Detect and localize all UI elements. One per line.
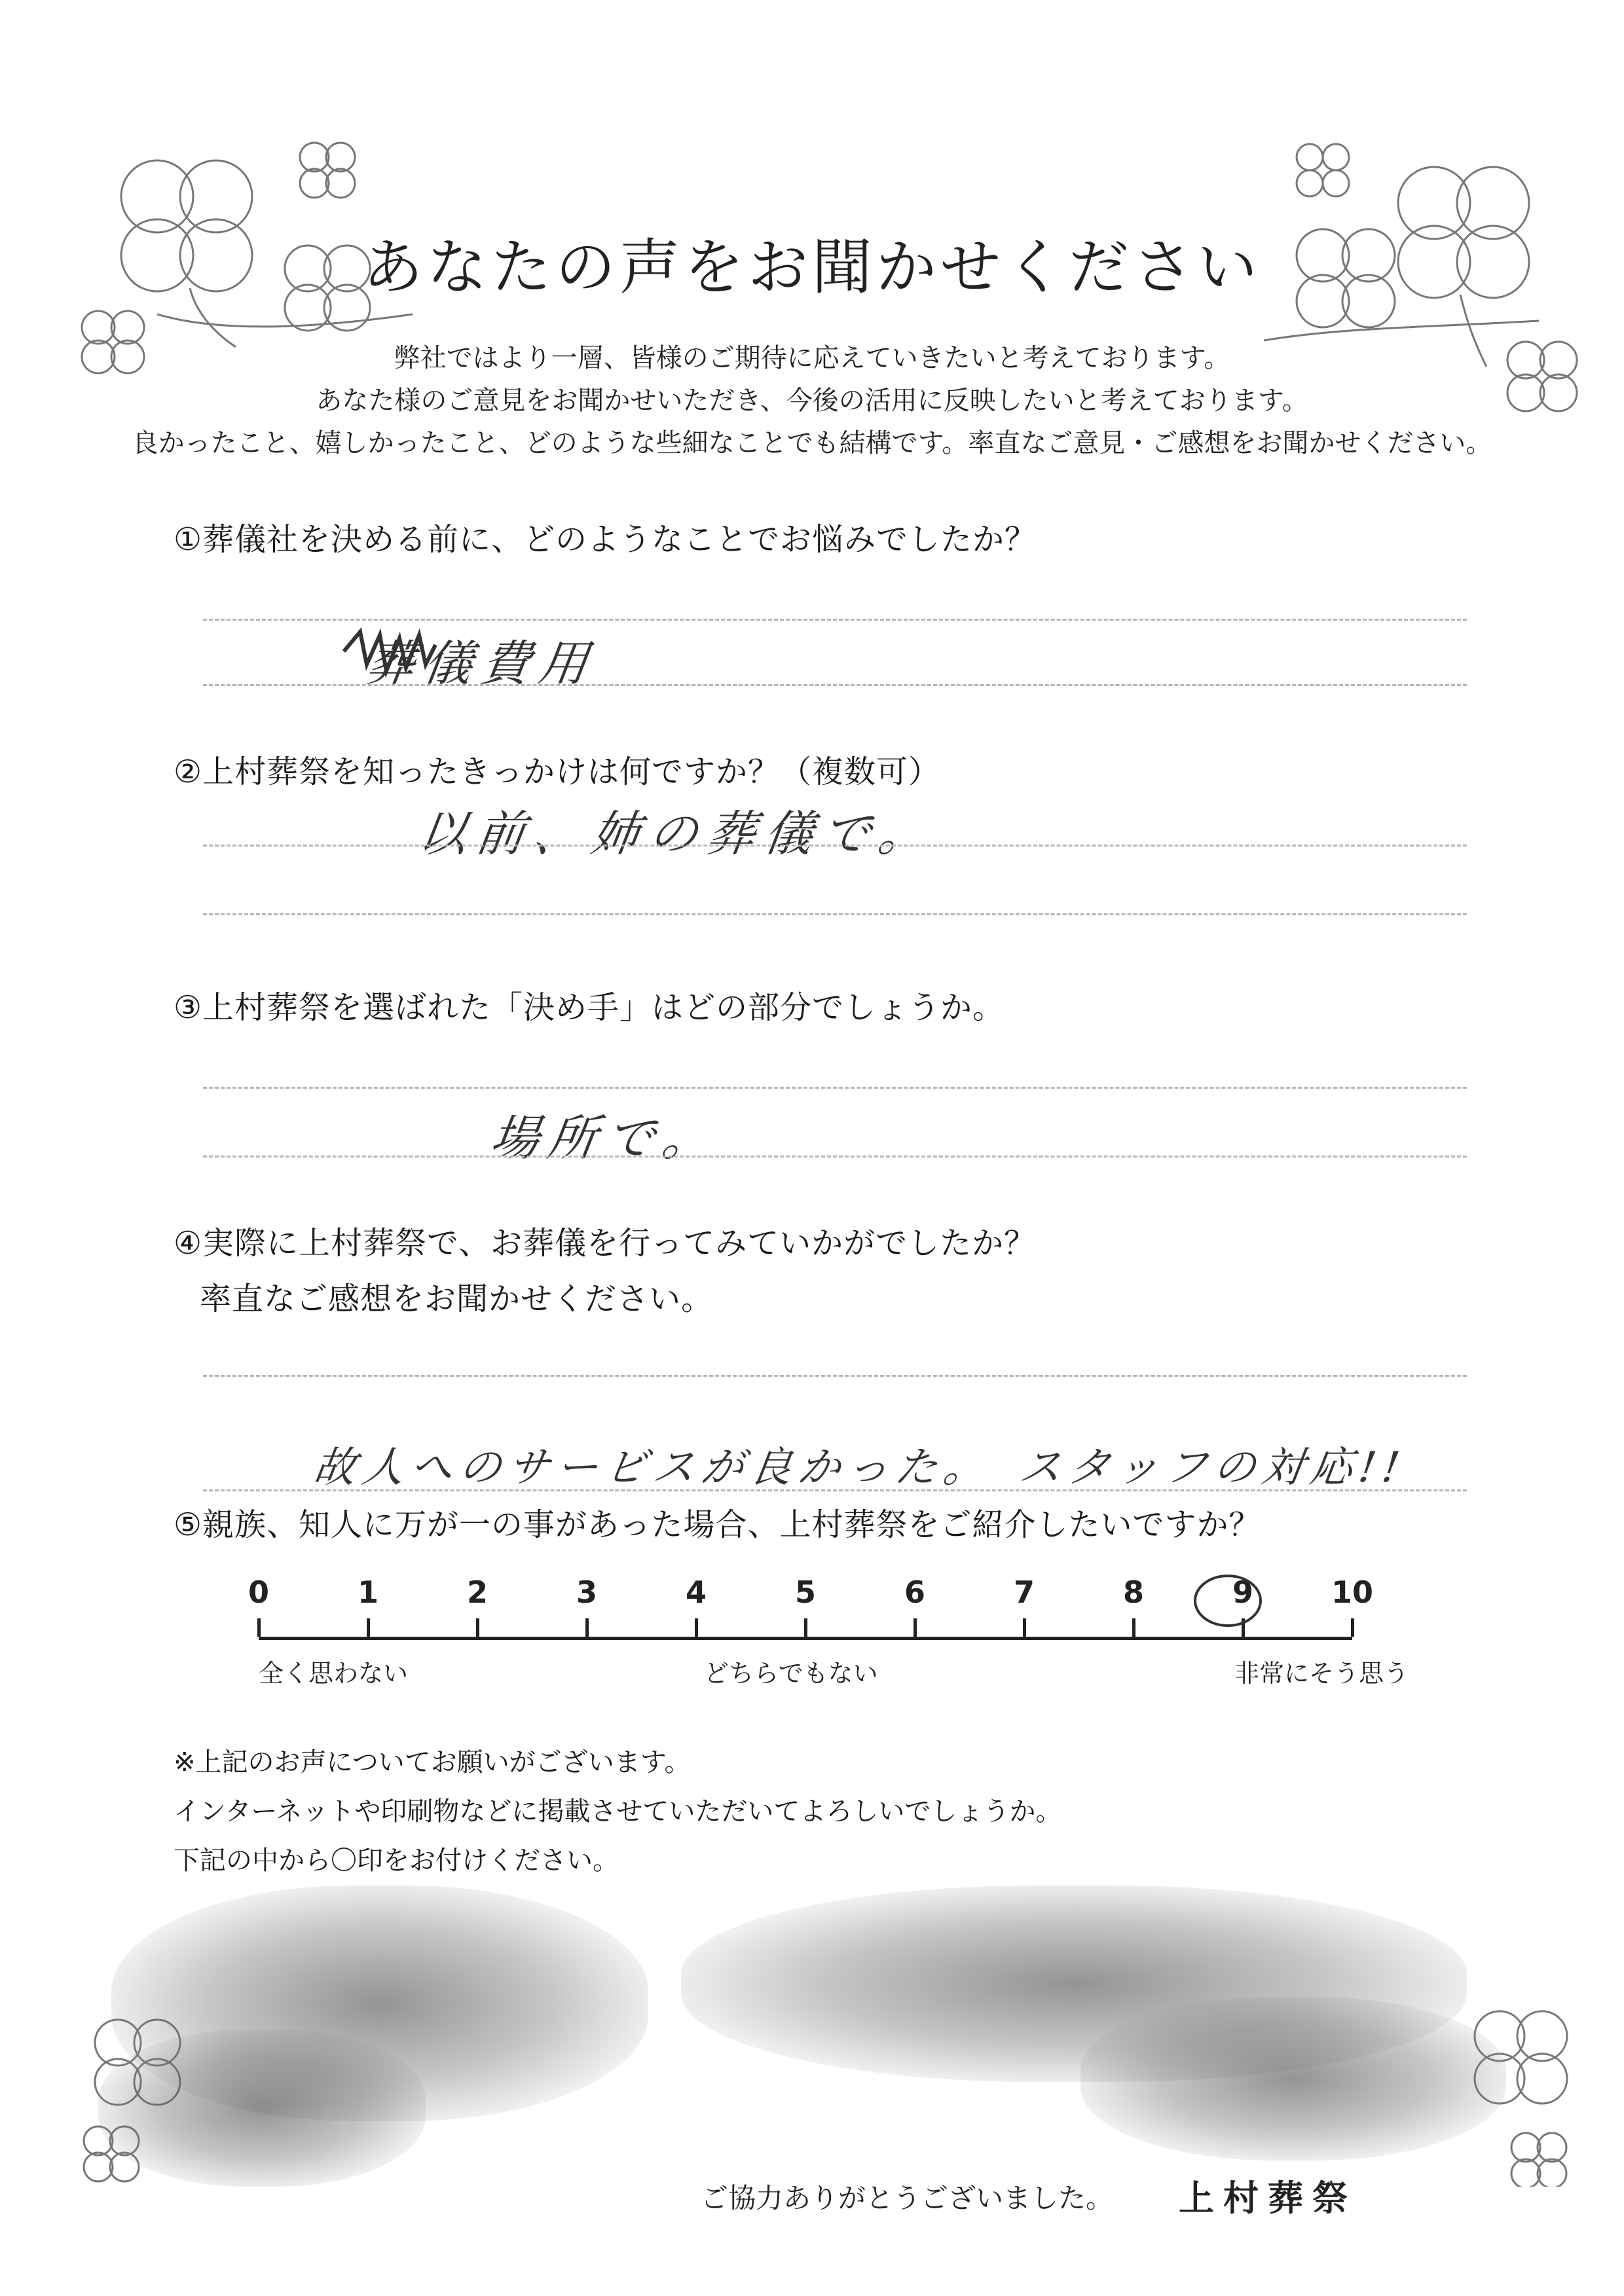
scale-number-0: 0	[248, 1575, 269, 1610]
answer-line	[203, 1087, 1467, 1089]
answer-line	[203, 619, 1467, 621]
scale-number-5: 5	[794, 1575, 816, 1610]
scale-number-3: 3	[576, 1575, 597, 1610]
scale-number-2: 2	[466, 1575, 488, 1610]
scale-number-9: 9	[1232, 1575, 1253, 1610]
footer-thanks: ご協力ありがとうございました。	[701, 2182, 1114, 2214]
redacted-area	[98, 2030, 426, 2187]
scale-number-8: 8	[1122, 1575, 1144, 1610]
scale-number-6: 6	[904, 1575, 925, 1610]
rating-scale-line	[259, 1637, 1352, 1640]
question-5: ⑤親族、知人に万が一の事があった場合、上村葬祭をご紹介したいですか？	[174, 1506, 1261, 1543]
intro-line-1: 弊社ではより一層、皆様のご期待に応えていきたいと考えております。	[394, 343, 1230, 373]
scale-mid-label: どちらでもない	[704, 1659, 878, 1688]
scale-number-10: 10	[1331, 1575, 1373, 1610]
question-1: ①葬儀社を決める前に、どのようなことでお悩みでしたか？	[174, 521, 1037, 558]
intro-line-2: あなた様のご意見をお聞かせいただき、今後の活用に反映したいと考えております。	[316, 386, 1308, 416]
note-line-2: インターネットや印刷物などに掲載させていただいてよろしいでしょうか。	[174, 1796, 1062, 1827]
question-4: ④実際に上村葬祭で、お葬儀を行ってみていかがでしたか？	[174, 1225, 1037, 1262]
scale-tick	[367, 1618, 370, 1637]
scale-tick	[257, 1618, 261, 1637]
answer-line	[203, 845, 1467, 847]
brand-name: 上村葬祭	[1179, 2178, 1357, 2219]
answer-1: 葬儀費用	[362, 636, 601, 692]
scale-number-7: 7	[1013, 1575, 1035, 1610]
note-line-1: ※上記のお声についてお願いがございます。	[174, 1747, 691, 1777]
note-line-3: 下記の中から〇印をお付けください。	[174, 1846, 619, 1876]
selected-rating-circle-icon	[1189, 1568, 1267, 1633]
scale-tick	[1132, 1618, 1135, 1637]
question-2: ②上村葬祭を知ったきっかけは何ですか？（複数可）	[174, 754, 941, 790]
scale-tick	[476, 1618, 479, 1637]
scale-tick	[1023, 1618, 1026, 1637]
scribble-out-mark-icon	[341, 625, 439, 678]
question-3: ③上村葬祭を選ばれた「決め手」はどの部分でしょうか。	[174, 989, 1005, 1026]
answer-line	[203, 1489, 1467, 1491]
answer-line	[203, 913, 1467, 915]
answer-line	[203, 1375, 1467, 1377]
scale-number-1: 1	[357, 1575, 378, 1610]
question-4-subtext: 率直なご感想をお聞かせください。	[200, 1281, 714, 1317]
scale-tick	[913, 1618, 917, 1637]
scale-tick	[804, 1618, 807, 1637]
answer-4: 故人へのサービスが良かった。 スタッフの対応!!	[310, 1444, 1409, 1492]
answer-3: 場所で。	[487, 1110, 724, 1167]
page-title: あなたの声をお聞かせください	[362, 232, 1261, 302]
answer-2: 以前、姉の葬儀で。	[415, 806, 940, 862]
answer-line	[203, 1156, 1467, 1157]
scale-tick	[695, 1618, 698, 1637]
intro-line-3: 良かったこと、嬉しかったこと、どのような些細なことでも結構です。率直なご意見・ご感想をお聞かせください。	[132, 428, 1492, 458]
redacted-area	[1080, 1997, 1506, 2160]
scale-tick	[1351, 1618, 1354, 1637]
scale-tick	[585, 1618, 589, 1637]
scale-number-4: 4	[685, 1575, 707, 1610]
scale-low-label: 全く思わない	[259, 1659, 409, 1688]
scale-high-label: 非常にそう思う	[1234, 1659, 1409, 1688]
